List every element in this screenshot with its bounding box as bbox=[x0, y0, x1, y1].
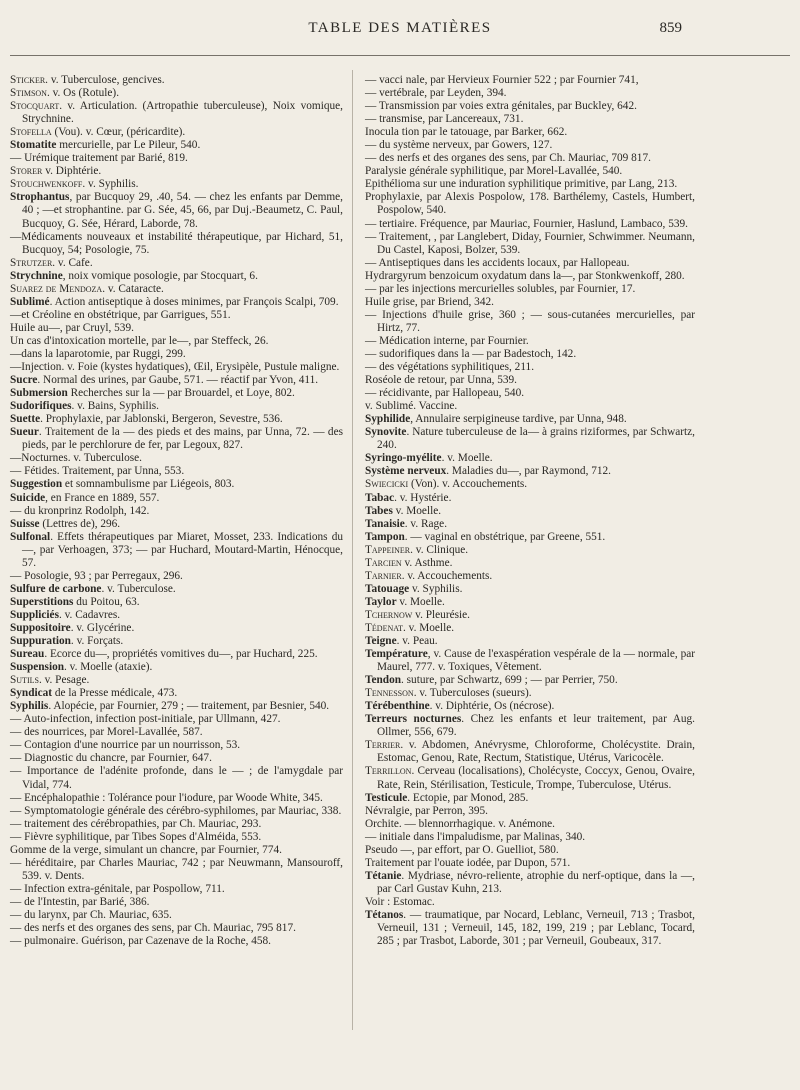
index-entry bbox=[10, 792, 343, 805]
index-entry bbox=[10, 413, 343, 426]
entry-text: . Maladies du—, par Raymond, 712. bbox=[446, 465, 611, 478]
entry-text: — sudorifiques dans la — par Badestoch, 142. bbox=[365, 347, 577, 360]
entry-heading: Swiecicki bbox=[365, 478, 409, 491]
entry-text: Huile grise, par Briend, 342. bbox=[365, 295, 494, 308]
index-entry bbox=[10, 400, 343, 413]
index-entry bbox=[10, 335, 343, 348]
entry-text: . v. Cadavres. bbox=[58, 608, 121, 621]
entry-heading: Sureau bbox=[10, 648, 45, 661]
entry-text: Roséole de retour, par Unna, 539. bbox=[365, 374, 518, 387]
entry-text: v. Moelle. bbox=[396, 595, 445, 608]
entry-text: Epithélioma sur une induration syphilitique primitive, par Lang, 213. bbox=[365, 178, 678, 191]
index-entry bbox=[10, 374, 343, 387]
entry-text: . v. Moelle (ataxie). bbox=[64, 661, 153, 674]
entry-text: . v. Tuberculoses (sueurs). bbox=[413, 687, 532, 700]
entry-text: — Symptomatologie générale des cérébro-syphilomes, par Mauriac, 338. bbox=[10, 804, 342, 817]
index-entry bbox=[10, 257, 343, 270]
entry-heading: Syringo-myélite bbox=[365, 452, 442, 465]
entry-heading: Tédenat bbox=[365, 621, 404, 634]
entry-text: — par les injections mercurielles solubles, par Fournier, 17. bbox=[365, 282, 636, 295]
entry-text: , par Bucquoy 29, .40, 54. — chez les enfants par Demme, 40 ; —et strophantine. par G. Sée, 45, 66, par Duj.-Beaumetz, C. Paul, Bucquoy, G. Sée, Hérard, Laborde, 78. bbox=[22, 191, 343, 230]
index-entry bbox=[10, 531, 343, 570]
index-entry bbox=[10, 583, 343, 596]
entry-text: . v. Peau. bbox=[396, 635, 438, 648]
entry-text: . v. Abdomen, Anévrysme, Chloroforme, Cholécystite. Drain, Estomac, Genou, Rate, Rectum, Statistique, Utérus, Varicocèle. bbox=[377, 739, 695, 765]
index-entry bbox=[365, 87, 695, 100]
index-entry bbox=[10, 309, 343, 322]
entry-heading: Sucre bbox=[10, 374, 38, 387]
entry-text: Un cas d'intoxication mortelle, par le—, par Steffeck, 26. bbox=[10, 334, 269, 347]
index-entry bbox=[10, 713, 343, 726]
entry-text: v. Moelle. bbox=[392, 504, 442, 517]
entry-heading: Terreurs nocturnes bbox=[365, 713, 462, 726]
entry-text: —et Créoline en obstétrique, par Garrigues, 551. bbox=[10, 308, 231, 321]
entry-text: . Action antiseptique à doses minimes, par François Scalpi, 709. bbox=[49, 295, 339, 308]
index-entry bbox=[10, 191, 343, 230]
entry-heading: Tétanos bbox=[365, 909, 404, 921]
right-column bbox=[365, 74, 695, 948]
index-entry bbox=[365, 805, 695, 818]
entry-heading: Tarcien bbox=[365, 556, 402, 569]
entry-heading: Suarez de Mendoza bbox=[10, 282, 103, 295]
entry-text: . Normal des urines, par Gaube, 571. — réactif par Yvon, 411. bbox=[37, 374, 319, 387]
index-entry bbox=[10, 883, 343, 896]
entry-text: , Annulaire serpigineuse tardive, par Unna, 948. bbox=[410, 413, 627, 426]
index-entry bbox=[10, 596, 343, 609]
entry-text: v. Diphtérie. bbox=[42, 165, 102, 178]
entry-text: v. Asthme. bbox=[401, 556, 453, 569]
index-entry bbox=[365, 765, 695, 791]
entry-text: . v. Tuberculose, gencives. bbox=[45, 74, 165, 86]
index-entry bbox=[365, 478, 695, 491]
index-entry bbox=[10, 387, 343, 400]
index-entry bbox=[365, 218, 695, 231]
index-entry bbox=[365, 387, 695, 400]
index-entry bbox=[365, 361, 695, 374]
index-entry bbox=[10, 674, 343, 687]
index-entry bbox=[365, 413, 695, 426]
index-entry bbox=[365, 857, 695, 870]
entry-text: — Encéphalopathie : Tolérance pour l'iodure, par Woode White, 345. bbox=[10, 791, 323, 804]
entry-text: — Posologie, 93 ; par Perregaux, 296. bbox=[10, 569, 183, 582]
index-entry bbox=[10, 322, 343, 335]
entry-text: . v. Hystérie. bbox=[394, 491, 452, 504]
index-entry bbox=[365, 113, 695, 126]
index-entry bbox=[365, 126, 695, 139]
entry-text: — Médication interne, par Fournier. bbox=[365, 334, 529, 347]
entry-text: . Prophylaxie, par Jablonski, Bergeron, Sevestre, 536. bbox=[40, 413, 283, 426]
index-entry bbox=[365, 348, 695, 361]
index-entry bbox=[10, 348, 343, 361]
entry-heading: Stocquart bbox=[10, 100, 60, 113]
entry-heading: Stimson bbox=[10, 87, 47, 100]
entry-heading: Stomatite bbox=[10, 139, 57, 152]
index-entry bbox=[10, 831, 343, 844]
entry-text: — traitement des cérébropathies, par Ch. Mauriac, 293. bbox=[10, 817, 262, 830]
entry-text: Huile au—, par Cruyl, 539. bbox=[10, 321, 134, 334]
entry-heading: Système nerveux bbox=[365, 465, 447, 478]
entry-text: Hydrargyrum benzoicum oxydatum dans la—, par Stonkwenkoff, 280. bbox=[365, 269, 685, 282]
index-entry bbox=[10, 726, 343, 739]
entry-text: . v. Accouchements. bbox=[401, 569, 493, 582]
entry-heading: Tchernow bbox=[365, 608, 413, 621]
entry-text: — Diagnostic du chancre, par Fournier, 647. bbox=[10, 752, 212, 765]
page-number: 859 bbox=[659, 20, 682, 36]
index-entry bbox=[10, 857, 343, 883]
entry-heading: Sticker bbox=[10, 74, 46, 86]
entry-text: —Nocturnes. v. Tuberculose. bbox=[10, 452, 142, 465]
index-entry bbox=[10, 296, 343, 309]
index-entry bbox=[365, 505, 695, 518]
entry-text: . Nature tuberculeuse de la— à grains riziformes, par Schwartz, 240. bbox=[377, 426, 695, 452]
entry-text: , v. Cause de l'exaspération vespérale de la — normale, par Maurel, 777. v. Toxiques, Vêtement. bbox=[377, 648, 695, 674]
index-entry bbox=[10, 452, 343, 465]
index-entry bbox=[365, 792, 695, 805]
entry-text: , noix vomique posologie, par Stocquart, 6. bbox=[62, 269, 258, 282]
entry-text: Névralgie, par Perron, 395. bbox=[365, 804, 488, 817]
entry-heading: Suicide bbox=[10, 491, 46, 504]
entry-heading: Suppliciés bbox=[10, 608, 59, 621]
index-entry bbox=[10, 935, 343, 948]
entry-text: Prophylaxie, par Alexis Pospolow, 178. Barthélemy, Castels, Humbert, Pospolow, 540. bbox=[365, 191, 695, 217]
entry-heading: Suppuration bbox=[10, 635, 71, 648]
index-entry bbox=[365, 296, 695, 309]
entry-text: . Traitement de la — des pieds et des mains, par Unna, 72. — des pieds, par le perchlorure de fer, par Legoux, 827. bbox=[22, 426, 343, 452]
index-entry bbox=[10, 478, 343, 491]
entry-heading: Stofella bbox=[10, 126, 52, 139]
entry-text: . v. Diphtérie, Os (nécrose). bbox=[429, 700, 555, 713]
index-entry bbox=[10, 635, 343, 648]
index-entry bbox=[10, 426, 343, 452]
entry-heading: Superstitions bbox=[10, 595, 74, 608]
entry-text: Pseudo —, par effort, par O. Guelliot, 580. bbox=[365, 843, 559, 856]
entry-heading: Suette bbox=[10, 413, 41, 426]
entry-heading: Suggestion bbox=[10, 478, 63, 491]
entry-heading: Testicule bbox=[365, 791, 408, 804]
entry-heading: Terrier bbox=[365, 739, 401, 752]
index-entry bbox=[365, 74, 695, 87]
entry-text: . v. Clinique. bbox=[410, 543, 469, 556]
index-entry bbox=[10, 100, 343, 126]
entry-heading: Sulfure de carbone bbox=[10, 582, 102, 595]
entry-heading: Tabac bbox=[365, 491, 395, 504]
entry-heading: Terrillon bbox=[365, 765, 412, 778]
entry-text: . v. Cataracte. bbox=[102, 282, 164, 295]
index-entry bbox=[365, 465, 695, 478]
entry-text: — Antiseptiques dans les accidents locaux, par Hallopeau. bbox=[365, 256, 630, 269]
index-entry bbox=[10, 283, 343, 296]
entry-text: . Mydriase, névro-reliente, atrophie du nerf-optique, dans la —, par Carl Gustav Kuhn, 213. bbox=[377, 869, 695, 895]
index-entry bbox=[10, 700, 343, 713]
index-entry bbox=[365, 635, 695, 648]
index-entry bbox=[10, 896, 343, 909]
entry-text: — de l'Intestin, par Barié, 386. bbox=[10, 895, 150, 908]
entry-heading: Tabes bbox=[365, 504, 393, 517]
entry-text: Recherches sur la — par Brouardel, et Loye, 802. bbox=[67, 387, 295, 400]
entry-heading: Syphilis bbox=[10, 700, 49, 713]
index-entry bbox=[10, 492, 343, 505]
page-title: TABLE DES MATIÈRES bbox=[308, 20, 492, 36]
index-entry bbox=[365, 426, 695, 452]
entry-text: — Contagion d'une nourrice par un nourrisson, 53. bbox=[10, 739, 241, 752]
entry-text: . Ectopie, par Monod, 285. bbox=[407, 791, 529, 804]
index-entry bbox=[10, 178, 343, 191]
index-entry bbox=[365, 844, 695, 857]
entry-text: — des nerfs et des organes des sens, par Ch. Mauriac, 709 817. bbox=[365, 152, 651, 165]
entry-heading: Sutils bbox=[10, 674, 39, 687]
entry-heading: Submersion bbox=[10, 387, 68, 400]
entry-heading: Température bbox=[365, 648, 428, 661]
entry-heading: Suspension bbox=[10, 661, 65, 674]
index-entry bbox=[365, 544, 695, 557]
index-entry bbox=[10, 87, 343, 100]
entry-text: Inocula tion par le tatouage, par Barker, 662. bbox=[365, 126, 568, 139]
entry-heading: Teigne bbox=[365, 635, 397, 648]
index-entry bbox=[365, 152, 695, 165]
entry-text: — tertiaire. Fréquence, par Mauriac, Fournier, Haslund, Lambaco, 539. bbox=[365, 217, 688, 230]
entry-text: du Poitou, 63. bbox=[73, 595, 140, 608]
index-entry bbox=[365, 583, 695, 596]
entry-heading: Tétanie bbox=[365, 869, 402, 882]
entry-text: — récidivante, par Hallopeau, 540. bbox=[365, 387, 525, 400]
index-entry bbox=[10, 139, 343, 152]
index-entry bbox=[365, 283, 695, 296]
entry-text: . v. Moelle. bbox=[441, 452, 493, 465]
entry-heading: Térébenthine bbox=[365, 700, 430, 713]
entry-text: (Lettres de), 296. bbox=[39, 517, 121, 530]
entry-heading: Synovite bbox=[365, 426, 407, 439]
index-entry bbox=[365, 909, 695, 948]
index-entry bbox=[365, 257, 695, 270]
entry-text: . — traumatique, par Nocard, Leblanc, Verneuil, 713 ; Trasbot, Verneuil, 131 ; Verneuil, 145, 182, 199, 219 ; par Leblanc, Tocard, 285 ; par Trasbot, Laborde, 301 ; par Verneuil, Goubeaux, 317. bbox=[377, 909, 695, 948]
index-entry bbox=[10, 152, 343, 165]
index-entry bbox=[365, 335, 695, 348]
entry-text: . v. Os (Rotule). bbox=[46, 87, 120, 100]
entry-text: . v. Moelle. bbox=[403, 621, 455, 634]
entry-text: . suture, par Schwartz, 699 ; — par Perrier, 750. bbox=[401, 674, 618, 687]
index-entry bbox=[10, 465, 343, 478]
index-entry bbox=[365, 191, 695, 217]
index-entry bbox=[365, 648, 695, 674]
entry-text: — des végétations syphilitiques, 211. bbox=[365, 361, 535, 374]
entry-text: v. Pleurésie. bbox=[412, 608, 470, 621]
entry-heading: Tampon bbox=[365, 530, 405, 543]
index-entry bbox=[10, 165, 343, 178]
entry-heading: Syndicat bbox=[10, 687, 53, 700]
entry-text: . — vaginal en obstétrique, par Greene, 551. bbox=[404, 530, 606, 543]
entry-heading: Strophantus bbox=[10, 191, 70, 204]
column-divider bbox=[352, 70, 353, 1030]
index-entry bbox=[365, 178, 695, 191]
entry-text: — vertébrale, par Leyden, 394. bbox=[365, 87, 507, 100]
index-entry bbox=[10, 765, 343, 791]
entry-text: . Chez les enfants et leur traitement, par Aug. Ollmer, 556, 679. bbox=[377, 713, 695, 739]
entry-text: Voir : Estomac. bbox=[365, 895, 435, 908]
index-entry bbox=[365, 518, 695, 531]
index-entry bbox=[365, 896, 695, 909]
index-entry bbox=[365, 818, 695, 831]
index-entry bbox=[365, 231, 695, 257]
index-entry bbox=[365, 374, 695, 387]
entry-text: . v. Cafe. bbox=[52, 256, 93, 269]
entry-text: — pulmonaire. Guérison, par Cazenave de la Roche, 458. bbox=[10, 935, 271, 948]
index-entry bbox=[10, 231, 343, 257]
entry-text: , en France en 1889, 557. bbox=[45, 491, 160, 504]
index-entry bbox=[365, 831, 695, 844]
entry-text: . v. Glycérine. bbox=[70, 621, 135, 634]
index-entry bbox=[10, 570, 343, 583]
entry-text: — Fièvre syphilitique, par Tibes Sopes d'Alméida, 553. bbox=[10, 830, 262, 843]
entry-text: v. Sublimé. Vaccine. bbox=[365, 400, 458, 413]
entry-heading: Tappeiner bbox=[365, 543, 411, 556]
index-entry bbox=[10, 922, 343, 935]
entry-text: . v. Tuberculose. bbox=[101, 582, 176, 595]
entry-text: (Vou). v. Cœur, (péricardite). bbox=[51, 126, 186, 139]
index-entry bbox=[365, 165, 695, 178]
index-entry bbox=[365, 596, 695, 609]
entry-text: . Effets thérapeutiques par Miaret, Mosset, 233. Indications du—, par Verhoagen, 373; — par Huchard, Moutard-Martin, Hénocque, 57. bbox=[22, 530, 343, 569]
entry-heading: Strutzer bbox=[10, 256, 53, 269]
index-entry bbox=[10, 126, 343, 139]
entry-text: — Injections d'huile grise, 360 ; — sous-cutanées mercurielles, par Hirtz, 77. bbox=[365, 308, 695, 334]
entry-text: — du système nerveux, par Gowers, 127. bbox=[365, 139, 553, 152]
entry-heading: Sueur bbox=[10, 426, 39, 439]
index-entry bbox=[10, 609, 343, 622]
entry-text: . v. Rage. bbox=[404, 517, 448, 530]
entry-text: — des nourrices, par Morel-Lavallée, 587. bbox=[10, 726, 203, 739]
entry-text: Gomme de la verge, simulant un chancre, par Fournier, 774. bbox=[10, 843, 282, 856]
entry-text: . Ecorce du—, propriétés vomitives du—, par Huchard, 225. bbox=[44, 648, 318, 661]
entry-text: . v. Bains, Syphilis. bbox=[71, 400, 159, 413]
entry-text: — Traitement, , par Langlebert, Diday, Fournier, Schwimmer. Neumann, Du Castel, Kaposi, Bolzer, 539. bbox=[365, 230, 695, 256]
entry-text: — transmise, par Lancereaux, 731. bbox=[365, 113, 524, 126]
index-entry bbox=[10, 661, 343, 674]
entry-text: et somnambulisme par Liégeois, 803. bbox=[62, 478, 235, 491]
entry-text: — des nerfs et des organes des sens, par Ch. Mauriac, 795 817. bbox=[10, 922, 296, 935]
index-entry bbox=[365, 687, 695, 700]
header-rule bbox=[10, 55, 790, 56]
index-entry bbox=[10, 818, 343, 831]
index-entry bbox=[10, 805, 343, 818]
index-entry bbox=[365, 492, 695, 505]
index-entry bbox=[365, 452, 695, 465]
index-entry bbox=[10, 752, 343, 765]
entry-text: . Cerveau (localisations), Cholécyste, Coccyx, Genou, Ovaire, Rate, Rein, Stérilisation, Testicule, Trompe, Tuberculose, Utérus. bbox=[377, 765, 695, 791]
entry-text: — Transmission par voies extra génitales, par Buckley, 642. bbox=[365, 100, 637, 113]
entry-text: . v. Forçats. bbox=[70, 635, 124, 648]
index-entry bbox=[10, 739, 343, 752]
page-header bbox=[0, 18, 800, 44]
left-column bbox=[10, 74, 343, 948]
entry-heading: Stouchwenkoff bbox=[10, 178, 83, 191]
entry-text: — Auto-infection, infection post-initiale, par Ullmann, 427. bbox=[10, 713, 281, 726]
index-entry bbox=[365, 609, 695, 622]
entry-text: — Infection extra-génitale, par Pospollow, 711. bbox=[10, 882, 225, 895]
entry-text: Traitement par l'ouate iodée, par Dupon, 571. bbox=[365, 856, 571, 869]
entry-text: . v. Pesage. bbox=[38, 674, 90, 687]
index-entry bbox=[10, 270, 343, 283]
index-entry bbox=[365, 139, 695, 152]
entry-text: mercurielle, par Le Pileur, 540. bbox=[56, 139, 201, 152]
entry-heading: Tatouage bbox=[365, 582, 410, 595]
index-entry bbox=[365, 674, 695, 687]
index-entry bbox=[10, 361, 343, 374]
index-entry bbox=[365, 309, 695, 335]
index-entry bbox=[365, 713, 695, 739]
index-entry bbox=[365, 622, 695, 635]
index-entry bbox=[10, 518, 343, 531]
index-entry bbox=[10, 844, 343, 857]
entry-text: — Fétides. Traitement, par Unna, 553. bbox=[10, 465, 185, 478]
entry-text: de la Presse médicale, 473. bbox=[52, 687, 178, 700]
index-entry bbox=[10, 74, 343, 87]
entry-heading: Suisse bbox=[10, 517, 40, 530]
entry-text: — du larynx, par Ch. Mauriac, 635. bbox=[10, 909, 172, 921]
entry-text: . Alopécie, par Fournier, 279 ; — traitement, par Besnier, 540. bbox=[48, 700, 330, 713]
entry-heading: Tennesson bbox=[365, 687, 414, 700]
index-entry bbox=[365, 570, 695, 583]
entry-heading: Taylor bbox=[365, 595, 397, 608]
entry-text: —Injection. v. Foie (kystes hydatiques), Œil, Erysipèle, Pustule maligne. bbox=[10, 361, 340, 374]
entry-text: — vacci nale, par Hervieux Fournier 522 ; par Fournier 741, bbox=[365, 74, 639, 86]
entry-text: — héréditaire, par Charles Mauriac, 742 ; par Neuwmann, Mansouroff, 539. v. Dents. bbox=[10, 856, 343, 882]
index-entry bbox=[10, 909, 343, 922]
index-entry bbox=[10, 687, 343, 700]
index-entry bbox=[365, 400, 695, 413]
entry-text: —Médicaments nouveaux et instabilité thérapeutique, par Hichard, 51, Bucquoy, 54; Posologie, 75. bbox=[10, 230, 343, 256]
entry-text: —dans la laparotomie, par Ruggi, 299. bbox=[10, 347, 186, 360]
index-entry bbox=[10, 505, 343, 518]
entry-text: . v. Syphilis. bbox=[82, 178, 139, 191]
index-entry bbox=[365, 557, 695, 570]
entry-heading: Strychnine bbox=[10, 269, 63, 282]
index-entry bbox=[365, 700, 695, 713]
entry-text: Paralysie générale syphilitique, par Morel-Lavallée, 540. bbox=[365, 165, 623, 178]
entry-heading: Tanaisie bbox=[365, 517, 405, 530]
index-entry bbox=[10, 622, 343, 635]
index-entry bbox=[365, 870, 695, 896]
entry-text: (Von). v. Accouchements. bbox=[408, 478, 528, 491]
index-entry bbox=[10, 648, 343, 661]
entry-text: — Urémique traitement par Barié, 819. bbox=[10, 152, 188, 165]
index-entry bbox=[365, 270, 695, 283]
entry-heading: Tendon bbox=[365, 674, 402, 687]
entry-text: . v. Articulation. (Artropathie tuberculeuse), Noix vomique, Strychnine. bbox=[22, 100, 343, 126]
entry-heading: Sublimé bbox=[10, 295, 50, 308]
entry-text: Orchite. — blennorrhagique. v. Anémone. bbox=[365, 817, 556, 830]
entry-heading: Sulfonal bbox=[10, 530, 51, 543]
entry-text: — initiale dans l'impaludisme, par Malinas, 340. bbox=[365, 830, 586, 843]
index-entry bbox=[365, 100, 695, 113]
entry-heading: Sudorifiques bbox=[10, 400, 72, 413]
index-entry bbox=[365, 739, 695, 765]
entry-heading: Suppositoire bbox=[10, 621, 71, 634]
entry-heading: Syphilide bbox=[365, 413, 411, 426]
index-entry bbox=[365, 531, 695, 544]
entry-text: — Importance de l'adénite profonde, dans le — ; de l'amygdale par Vidal, 774. bbox=[10, 765, 343, 791]
entry-heading: Tarnier bbox=[365, 569, 402, 582]
entry-text: v. Syphilis. bbox=[409, 582, 463, 595]
entry-text: — du kronprinz Rodolph, 142. bbox=[10, 504, 150, 517]
entry-heading: Storer bbox=[10, 165, 43, 178]
